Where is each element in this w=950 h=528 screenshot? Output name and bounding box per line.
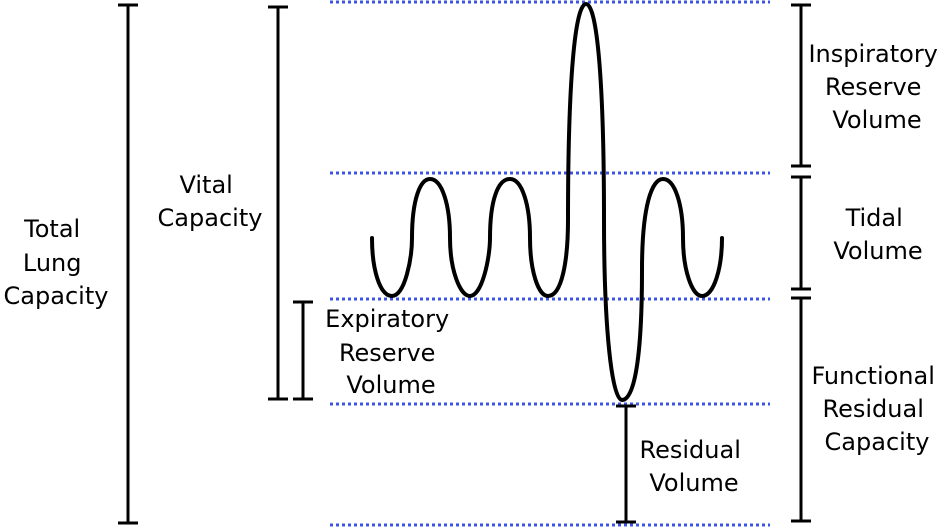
label-inspiratory-reserve-volume: Inspiratory Reserve Volume [808,40,938,134]
bracket-expiratory-reserve-volume [293,302,313,399]
label-residual-volume: Residual Volume [639,436,741,497]
label-tidal-volume: Tidal Volume [833,204,923,265]
label-functional-residual-capacity: Functional Residual Capacity [811,362,935,456]
bracket-functional-residual-capacity [791,298,811,521]
label-expiratory-reserve-volume: Expiratory Reserve Volume [325,305,450,399]
bracket-inspiratory-reserve-volume [791,5,811,166]
label-vital-capacity: Vital Capacity [157,171,263,232]
bracket-vital-capacity [268,7,288,399]
label-total-lung-capacity: Total Lung Capacity [3,215,109,310]
bracket-total-lung-capacity [118,5,138,523]
bracket-tidal-volume [791,177,811,289]
bracket-residual-volume [616,406,636,522]
